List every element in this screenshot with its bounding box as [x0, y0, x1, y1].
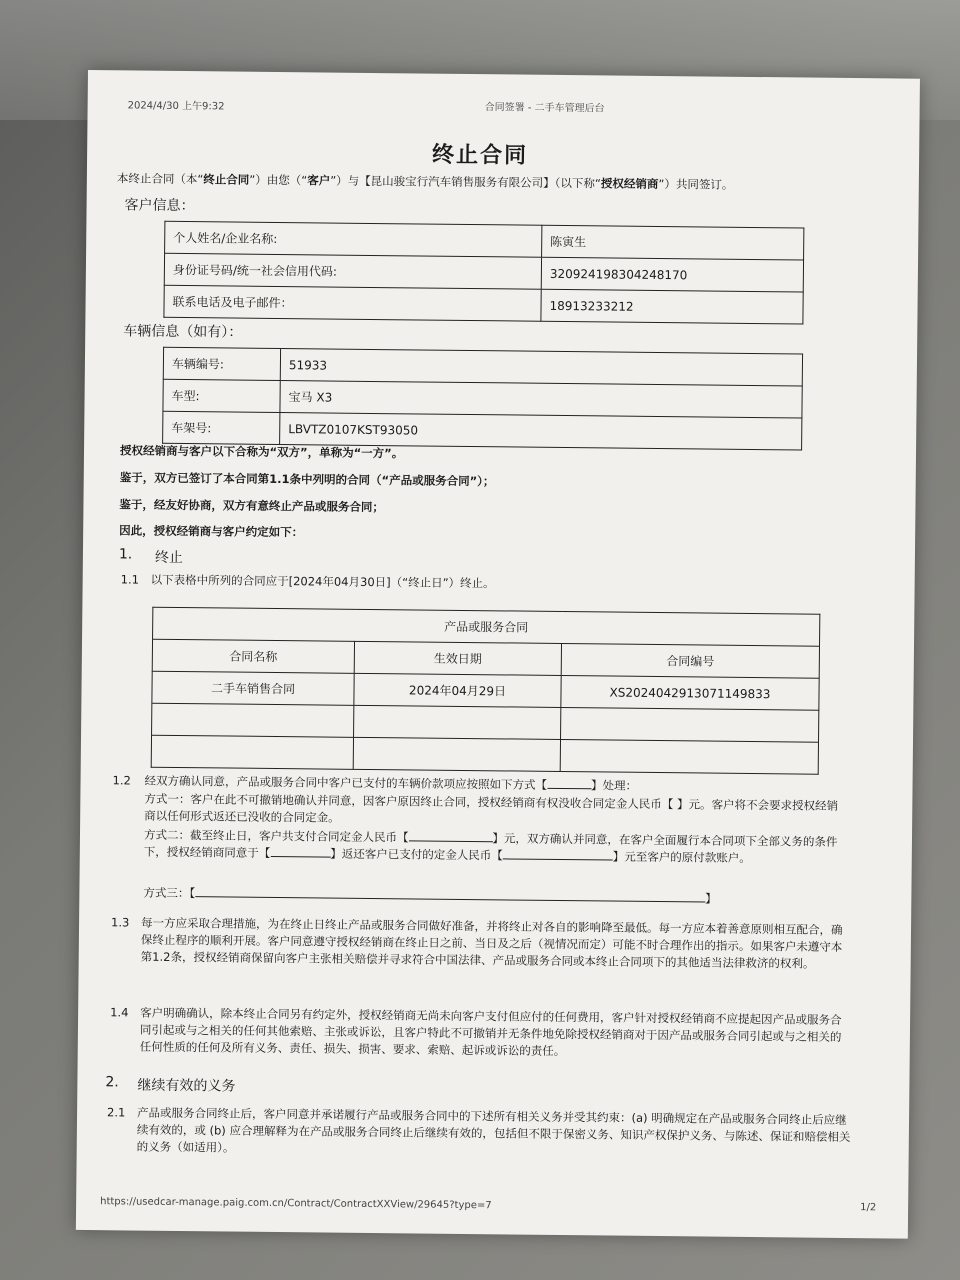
intro-paragraph — [117, 170, 734, 193]
section-1-title: 终止 — [154, 549, 183, 567]
vehicle-value: LBVTZ0107KST93050 — [280, 413, 802, 450]
section-1-number: 1. — [118, 546, 133, 563]
empty-cell — [561, 707, 819, 742]
intro-text-1: 本终止合同（本“ — [116, 171, 204, 187]
clause-1-4-text: 客户明确确认，除本终止合同另有约定外，授权经销商无尚未向客户支付但应付的任何费用，客户针对授权经销商不应提起因产品或服务合同引起或与之相关的任何其他索赔、主张或诉讼，且客户特此不可撤销并无条件地免除授权经销商对于因产品或服务合同引起或与之相关的任何性质的任何及所有义务、责任、损失、损害、要求、索赔、起诉或诉讼的责任。 — [139, 1005, 842, 1059]
vehicle-value: 宝马 X3 — [280, 381, 802, 418]
way3-text: 方式三：【 — [143, 885, 196, 901]
clause-1-4-number: 1.4 — [110, 1005, 129, 1020]
blank-field — [547, 788, 591, 789]
clause-1-2-way3 — [143, 885, 716, 908]
customer-info-table — [163, 221, 804, 325]
customer-label: 个人姓名/企业名称: — [165, 221, 542, 257]
footer-url: https://usedcar-manage.paig.com.cn/Contract/ContractXXView/29645?type=7 — [100, 1196, 492, 1212]
blank-field — [195, 896, 705, 902]
blank-field — [270, 856, 330, 858]
recital-1: 授权经销商与客户以下合称为“双方”，单称为“一方”。 — [119, 443, 404, 461]
vehicle-info-table — [162, 347, 803, 451]
empty-cell — [152, 703, 354, 737]
blank-field — [408, 840, 492, 842]
column-header: 合同名称 — [152, 639, 354, 673]
section-2-number: 2. — [105, 1074, 119, 1091]
document-title: 终止合同 — [431, 142, 529, 169]
clause-2-1-number: 2.1 — [107, 1105, 126, 1120]
customer-label: 联系电话及电子邮件： — [164, 285, 541, 321]
contract-list-table — [151, 607, 821, 775]
print-datetime: 2024/4/30 上午9:32 — [127, 100, 225, 113]
clause-1-1-number: 1.1 — [120, 572, 140, 587]
vehicle-value: 51933 — [280, 349, 802, 386]
vehicle-label: 车辆编号: — [163, 347, 280, 380]
print-page-title: 合同签署 - 二手车管理后台 — [484, 102, 605, 115]
clause-1-2-text-end: 】处理： — [590, 778, 638, 793]
customer-value: 18913233212 — [541, 289, 803, 324]
empty-cell — [560, 739, 818, 774]
recital-4: 因此，授权经销商与客户约定如下： — [119, 523, 304, 540]
empty-cell — [353, 737, 560, 771]
way2-text-d: 】元至客户的原付款账户。 — [612, 849, 751, 865]
contract-page — [76, 70, 920, 1239]
contract-name-cell: 二手车销售合同 — [152, 671, 354, 705]
empty-cell — [151, 735, 353, 769]
intro-text-4: ”）共同签订。 — [658, 176, 734, 192]
customer-value: 陈寅生 — [542, 225, 804, 260]
clause-1-3-number: 1.3 — [111, 915, 130, 930]
clause-2-1-text: 产品或服务合同终止后，客户同意并承诺履行产品或服务合同中的下述所有相关义务并受其约束：(a) 明确规定在产品或服务合同终止后应继续有效的，或 (b) 应合理解释为在产品或服务合同终止后继续有效的，包括但不限于保密义务、知识产权保护义务、与陈述、保证和赔偿相关的义务（如适用）。 — [136, 1105, 851, 1155]
column-header: 合同编号 — [561, 643, 819, 678]
table-row — [164, 285, 803, 324]
effective-date-cell: 2024年04月29日 — [354, 673, 561, 707]
way3-text-end: 】 — [705, 891, 717, 906]
recital-2: 鉴于，双方已签订了本合同第1.1条中列明的合同（“产品或服务合同”）； — [119, 470, 495, 489]
way2-text-a: 方式二：截至终止日，客户共支付合同定金人民币【 — [143, 827, 409, 845]
customer-label: 身份证号码/统一社会信用代码: — [164, 253, 541, 289]
clause-1-3-text: 每一方应采取合理措施，为在终止日终止产品或服务合同做好准备，并将终止对各自的影响降至最低。每一方应本着善意原则相互配合，确保终止程序的顺利开展。客户同意遵守授权经销商在终止日之前、当日及之后（视情况而定）可能不时合理作出的指示。如果客户未遵守本第1.2条，授权经销商保留向客户主张相关赔偿并寻求符合中国法律、产品或服务合同或本终止合同项下的其他适当法律救济的权利。 — [140, 915, 843, 971]
clause-1-2-text: 经双方确认同意，产品或服务合同中客户已支付的车辆价款项应按照如下方式【 — [144, 773, 548, 792]
customer-info-heading: 客户信息： — [124, 197, 195, 215]
way2-text-c: 】返还客户已支付的定金人民币【 — [330, 846, 503, 863]
table-caption: 产品或服务合同 — [153, 607, 820, 646]
empty-cell — [354, 705, 561, 739]
intro-text-3: ”）与【昆山骏宝行汽车销售服务有限公司】（以下称“ — [330, 173, 601, 191]
way2-text-b: 】元，双方确认并同意，在客户全面履行本合同项下全部义务的条件下，授权经销商同意于【 — [143, 831, 838, 860]
vehicle-label: 车型: — [163, 379, 280, 412]
table-row — [151, 735, 818, 774]
vehicle-info-heading: 车辆信息（如有）： — [123, 323, 243, 341]
intro-term-dealer: 授权经销商 — [600, 176, 659, 191]
section-2-title: 继续有效的义务 — [137, 1077, 236, 1095]
column-header: 生效日期 — [354, 641, 561, 675]
page-number: 1/2 — [860, 1202, 877, 1214]
blank-field — [503, 858, 613, 860]
clause-1-2-number: 1.2 — [112, 773, 131, 788]
vehicle-label: 车架号: — [163, 411, 280, 444]
recital-3: 鉴于，经友好协商，双方有意终止产品或服务合同； — [119, 497, 385, 515]
clause-1-2-way2 — [144, 827, 844, 868]
intro-term-termination: 终止合同 — [203, 172, 250, 187]
clause-1-2-way1: 方式一：客户在此不可撤销地确认并同意，因客户原因终止合同，授权经销商有权没收合同定金人民币【 】元。客户将不会要求授权经销商以任何形式返还已没收的合同定金。 — [144, 791, 839, 825]
contract-number-cell: XS2024042913071149833 — [561, 675, 819, 710]
clause-1-1-text: 以下表格中所列的合同应于[2024年04月30日]（“终止日”）终止。 — [150, 572, 495, 591]
intro-text-2: ”）由您（“ — [249, 172, 308, 188]
customer-value: 320924198304248170 — [541, 257, 803, 292]
intro-term-customer: 客户 — [307, 173, 331, 188]
